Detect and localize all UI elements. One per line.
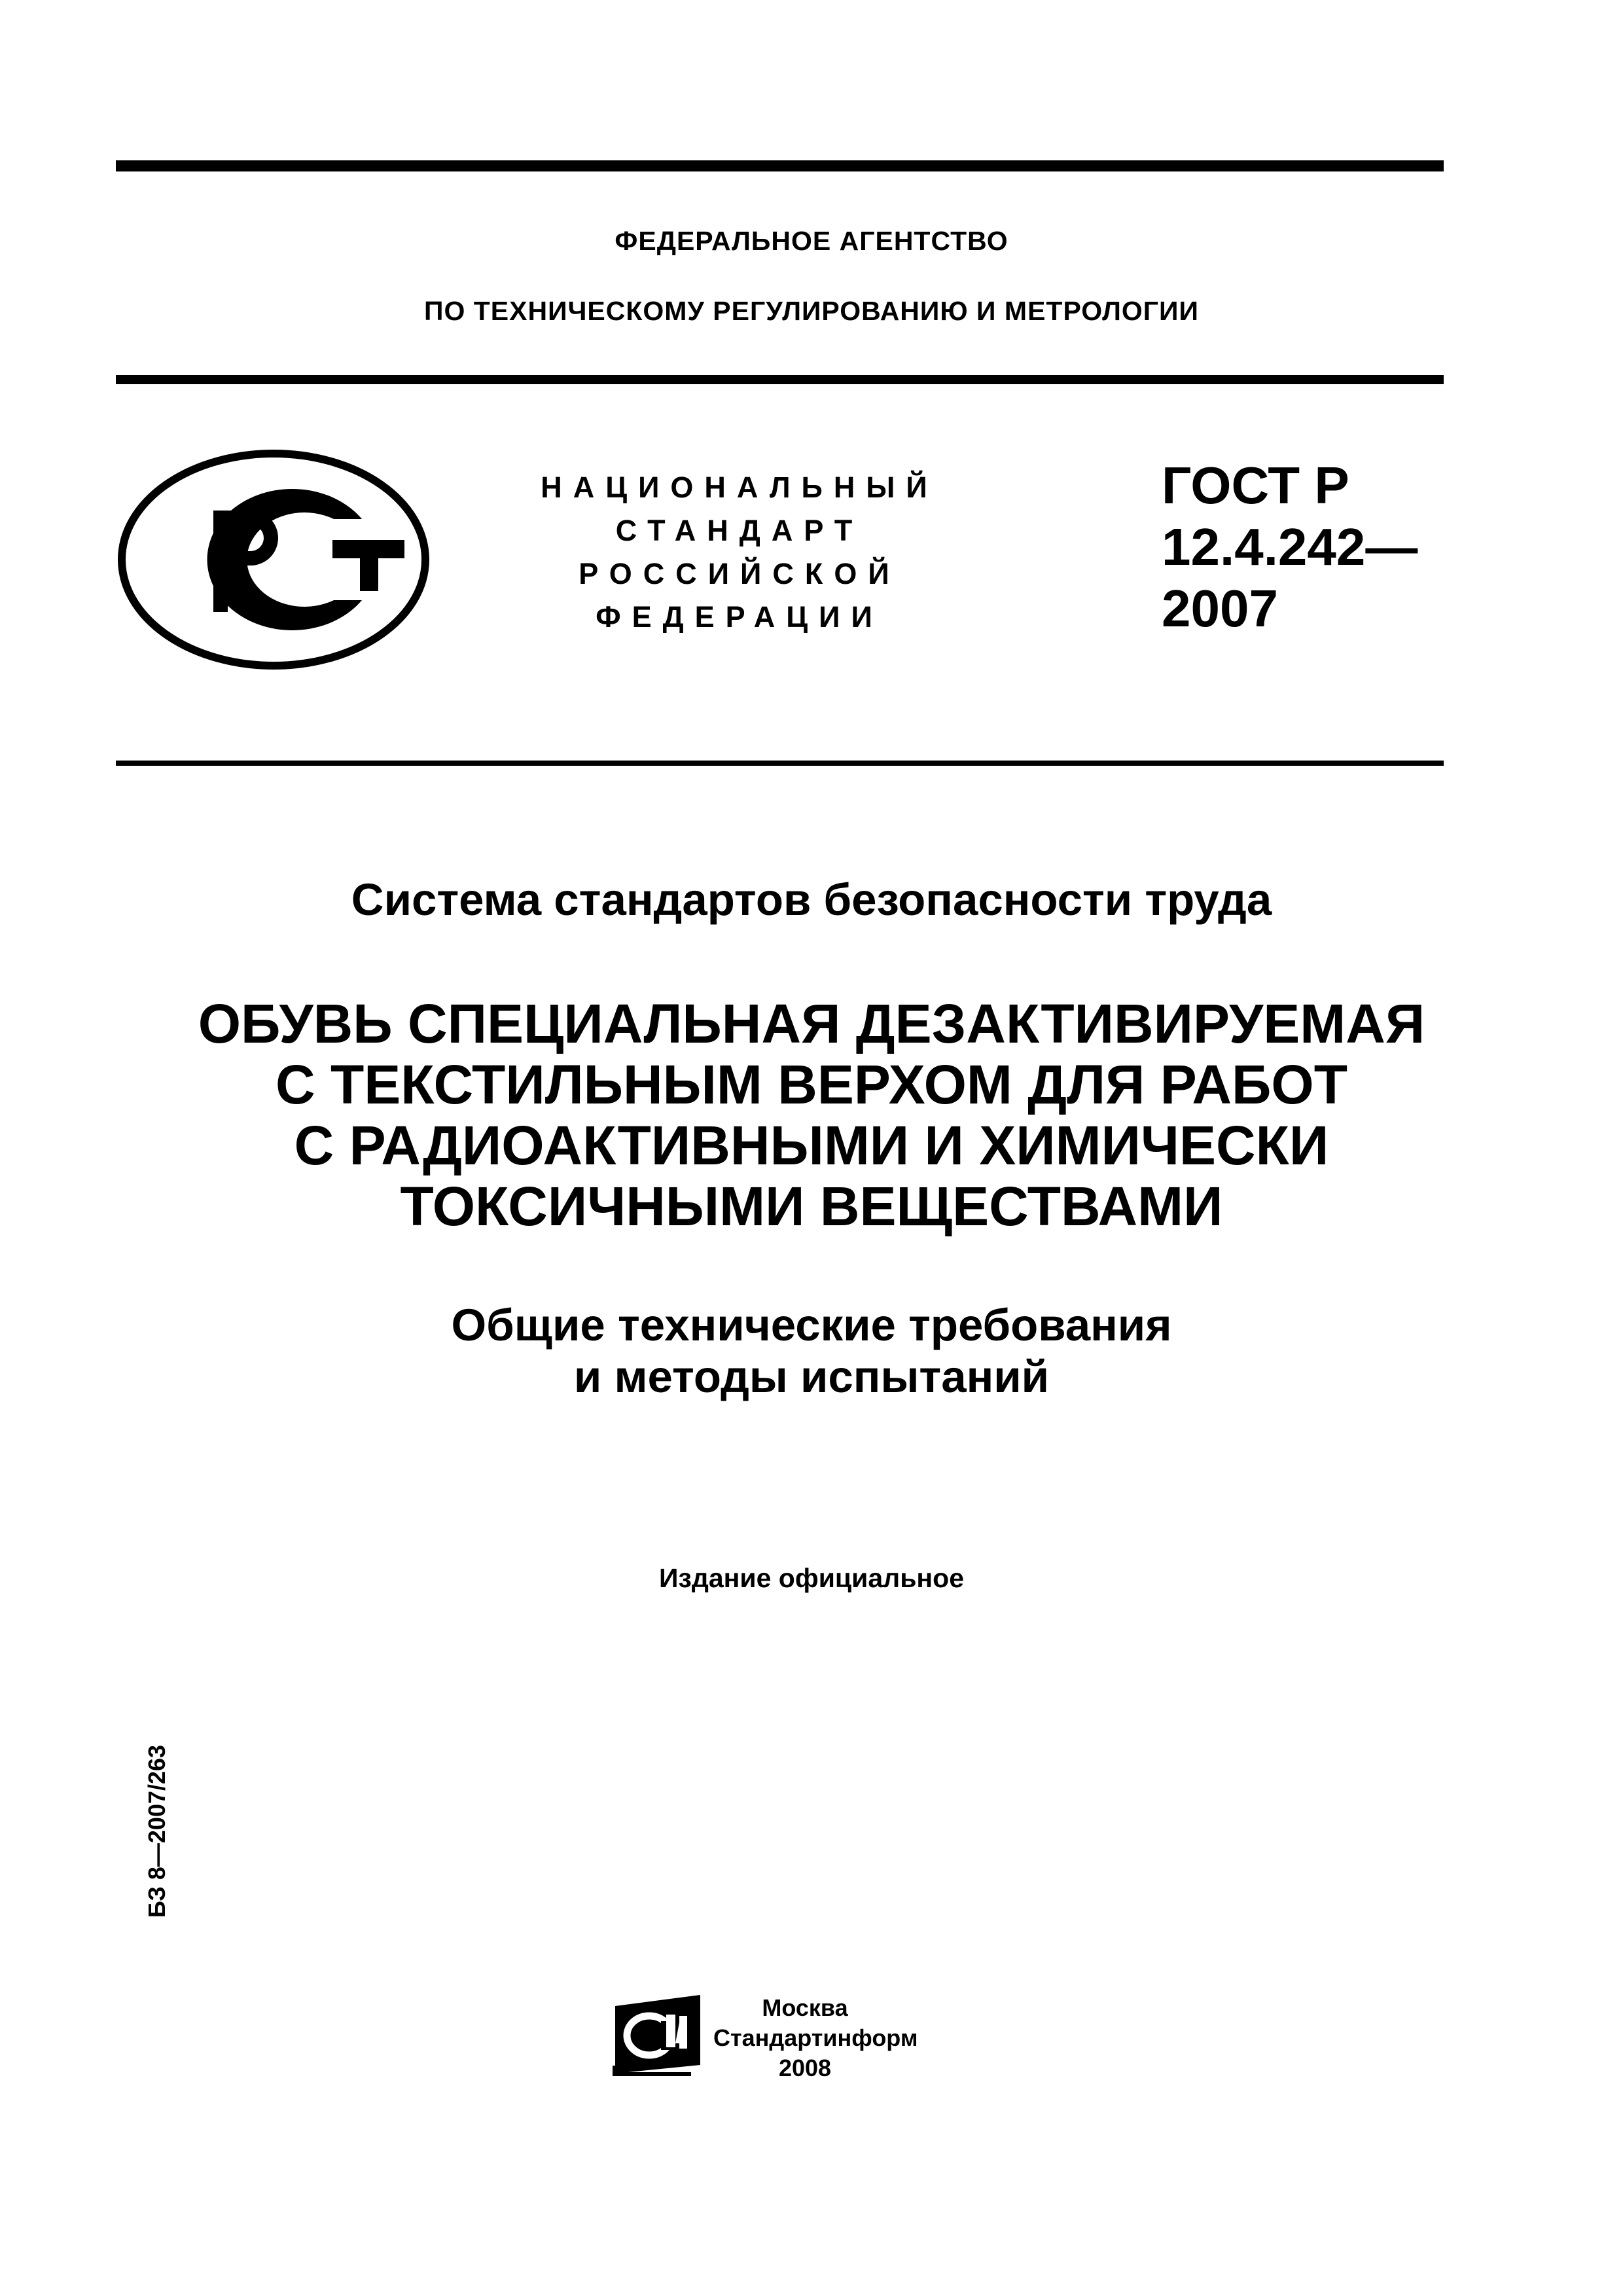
publisher-name: Стандартинформ xyxy=(713,2024,918,2051)
middle-rule xyxy=(116,375,1444,384)
document-title xyxy=(0,994,1623,1237)
top-rule xyxy=(116,160,1444,171)
subtitle-line1: Общие технические требования xyxy=(451,1300,1172,1350)
lower-rule xyxy=(116,761,1444,766)
national-standard-line: РОССИЙСКОЙ xyxy=(579,557,901,590)
designation-line3: 2007 xyxy=(1162,579,1278,637)
sti-logo-icon xyxy=(609,1990,707,2078)
edition-label: Издание официальное xyxy=(658,1563,965,1593)
national-standard-line: НАЦИОНАЛЬНЫЙ xyxy=(541,471,938,504)
subtitle-line2: и методы испытаний xyxy=(573,1352,1050,1402)
agency-name-line2: ПО ТЕХНИЧЕСКОМУ РЕГУЛИРОВАНИЮ И МЕТРОЛОГИИ xyxy=(424,296,1199,326)
designation-line1: ГОСТ Р xyxy=(1162,456,1349,514)
document-title-line: С РАДИОАКТИВНЫМИ И ХИМИЧЕСКИ xyxy=(294,1115,1329,1176)
document-title-line: ТОКСИЧНЫМИ ВЕЩЕСТВАМИ xyxy=(400,1175,1223,1237)
designation-line2: 12.4.242— xyxy=(1162,518,1418,576)
national-standard-label xyxy=(504,466,975,639)
national-standard-line: СТАНДАРТ xyxy=(615,514,864,547)
document-title-line: ОБУВЬ СПЕЦИАЛЬНАЯ ДЕЗАКТИВИРУЕМАЯ xyxy=(198,993,1425,1054)
national-standard-line: ФЕДЕРАЦИИ xyxy=(596,600,883,634)
document-title-line: С ТЕКСТИЛЬНЫМ ВЕРХОМ ДЛЯ РАБОТ xyxy=(275,1054,1348,1115)
publisher-block xyxy=(713,1993,918,2083)
side-code: БЗ 8—2007/263 xyxy=(143,1744,170,1918)
agency-name-line1: ФЕДЕРАЛЬНОЕ АГЕНТСТВО xyxy=(615,226,1008,256)
document-subtitle xyxy=(0,1299,1623,1403)
standard-designation xyxy=(1162,455,1418,639)
system-title: Система стандартов безопасности труда xyxy=(351,874,1272,925)
publisher-year: 2008 xyxy=(778,2054,832,2081)
publisher-city: Москва xyxy=(762,1994,848,2021)
rst-logo-icon xyxy=(116,448,431,671)
